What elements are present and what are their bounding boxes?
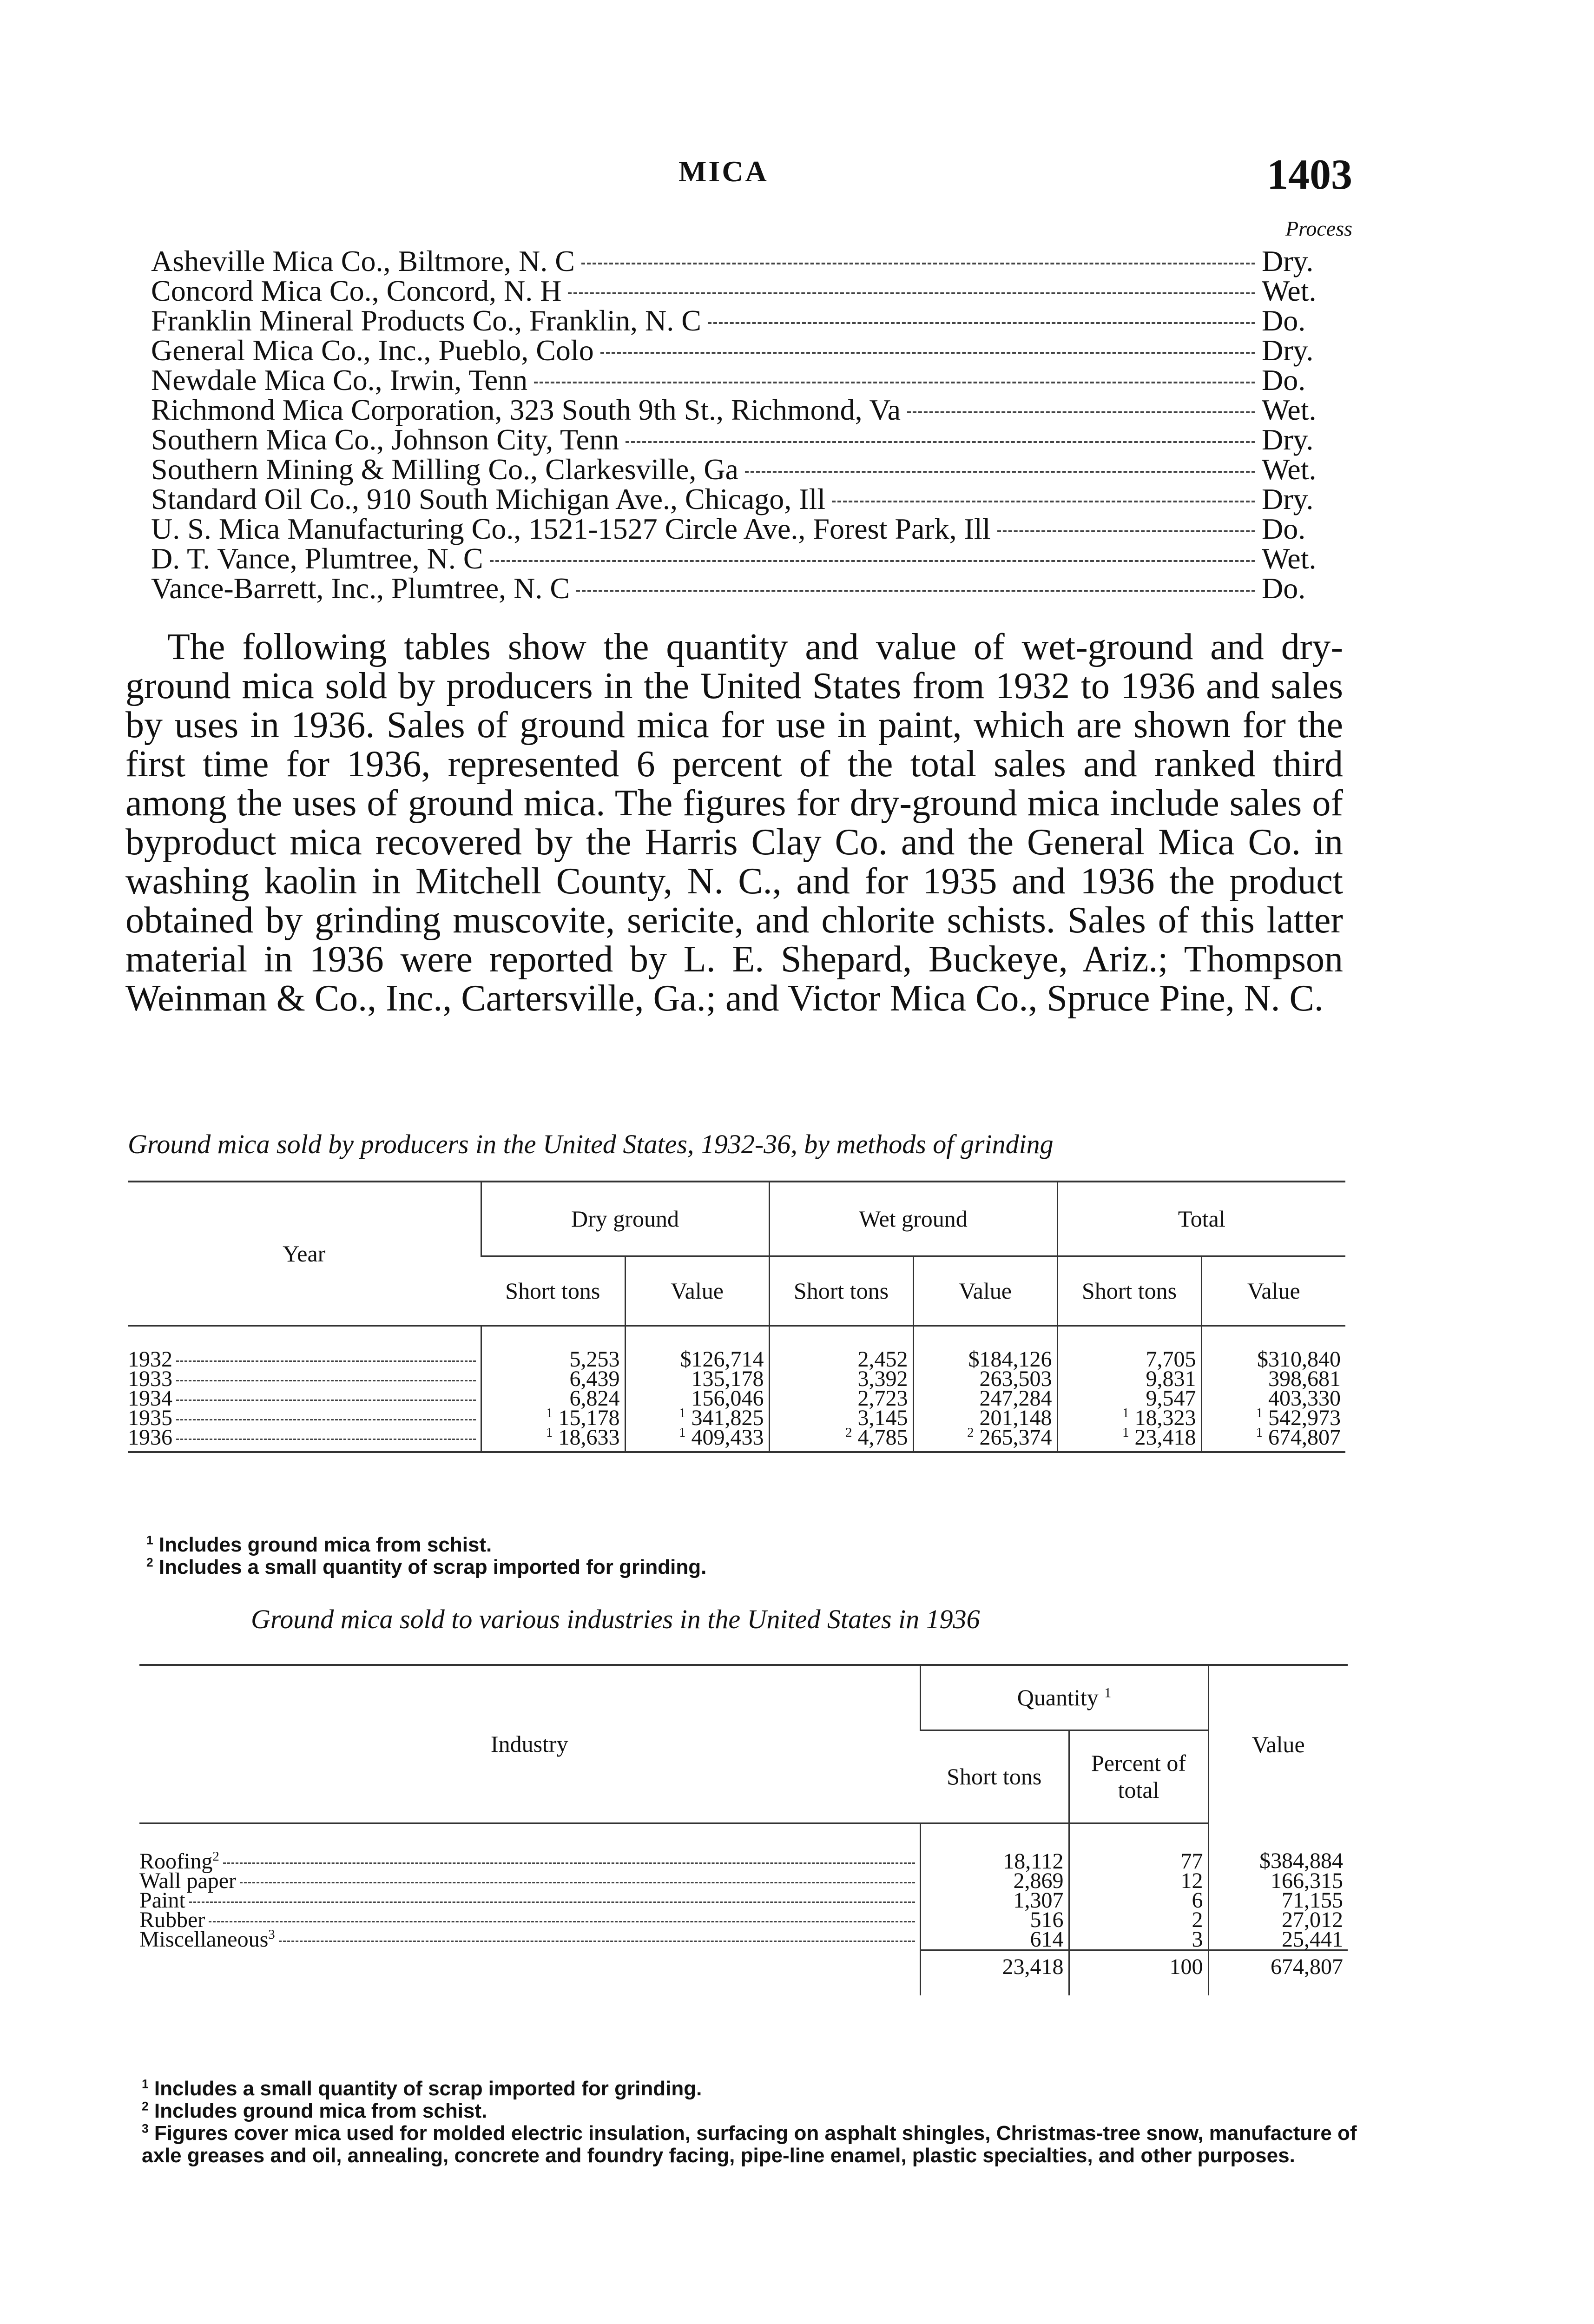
- footnote-text: Includes a small quantity of scrap imported for grinding.: [158, 1556, 707, 1578]
- list-item: [151, 425, 1341, 455]
- row-label: [139, 1927, 920, 1952]
- table-cell: 25,441: [1208, 1930, 1348, 1950]
- producer-process: Do.: [1262, 572, 1306, 605]
- producer-name: Vance-Barrett, Inc., Plumtree, N. C: [151, 572, 570, 605]
- producer-process: Dry.: [1262, 423, 1314, 456]
- list-item: [151, 336, 1341, 365]
- leader-dots: [534, 382, 1255, 383]
- cell-value: $126,714: [680, 1347, 764, 1372]
- table-cell: 23,418: [920, 1950, 1069, 1995]
- column-header-value: Value: [625, 1256, 769, 1326]
- page-number: 1403: [1267, 151, 1352, 198]
- leader-dots: [832, 501, 1255, 502]
- cell-value: $310,840: [1257, 1347, 1341, 1372]
- column-header-short-tons: Short tons: [769, 1256, 913, 1326]
- table-cell: 674,807: [1208, 1950, 1348, 1995]
- industry-name: Miscellaneous: [139, 1927, 269, 1952]
- producer-name: Southern Mica Co., Johnson City, Tenn: [151, 423, 619, 456]
- footnote: [146, 1534, 1308, 1556]
- footnote-mark: 1: [679, 1425, 686, 1440]
- row-label: [139, 1907, 920, 1932]
- row-label: [128, 1425, 481, 1452]
- row-label: [128, 1366, 481, 1391]
- footnote-mark: 1: [1122, 1425, 1129, 1440]
- leader-dots: [708, 322, 1255, 324]
- table-cell: 166,315: [1208, 1871, 1348, 1891]
- column-header-percent-of-total: Percent of total: [1069, 1730, 1208, 1823]
- table-row: [128, 1428, 1345, 1452]
- cell-value: 674,807: [1268, 1425, 1341, 1450]
- footnote-mark: 1: [1256, 1425, 1263, 1440]
- year-label: 1933: [128, 1366, 172, 1391]
- leader-dots: [209, 1921, 915, 1922]
- table-cell: 614: [920, 1930, 1069, 1950]
- column-header-wet-ground: Wet ground: [769, 1182, 1057, 1256]
- producer-name: Richmond Mica Corporation, 323 South 9th St., Richmond, Va: [151, 393, 901, 426]
- producer-name: Franklin Mineral Products Co., Franklin, N. C: [151, 304, 701, 337]
- cell-value: 542,973: [1268, 1405, 1341, 1430]
- list-item: [151, 484, 1341, 514]
- footnote: [142, 2100, 1364, 2122]
- industries-table: [139, 1664, 1348, 1995]
- list-item: [151, 455, 1341, 484]
- footnote-text: Includes ground mica from schist.: [158, 1533, 492, 1556]
- table-cell: [769, 1326, 913, 1372]
- cell-value: 398,681: [1268, 1366, 1341, 1391]
- table-cell: 100: [1069, 1950, 1208, 1995]
- body-paragraph: The following tables show the quantity and value of wet-ground and dry-ground mica sold by producers in the United States from 1932 to 1936 and sales by uses in 1936. Sales of ground mica for use in paint, which are shown for the first time for 1936, represented 6 percent of the total sales and ranked third among the uses of ground mica. The figures for dry-ground mica include sales of byproduct mica recovered by the Harris Clay Co. and the General Mica Co. in washing kaolin in Mitchell County, N. C., and for 1935 and 1936 the product obtained by grinding muscovite, sericite, and chlorite schists. Sales of this latter material in 1936 were reported by L. E. Shepard, Buckeye, Ariz.; Thompson Weinman & Co., Inc., Cartersville, Ga.; and Victor Mica Co., Spruce Pine, N. C.: [125, 627, 1343, 1019]
- list-item: [151, 514, 1341, 544]
- producer-name: Concord Mica Co., Concord, N. H: [151, 274, 562, 307]
- cell-value: 403,330: [1268, 1386, 1341, 1411]
- table-cell: 2,869: [920, 1871, 1069, 1891]
- column-header-short-tons: Short tons: [920, 1730, 1069, 1823]
- cell-value: 5,253: [569, 1347, 620, 1372]
- table-cell: [1057, 1425, 1201, 1452]
- cell-value: 135,178: [691, 1366, 764, 1391]
- industry-name: Paint: [139, 1888, 185, 1913]
- year-label: 1935: [128, 1405, 172, 1430]
- table-cell: 516: [920, 1910, 1069, 1930]
- table-cell: [769, 1425, 913, 1452]
- quantity-label: Quantity: [1017, 1684, 1099, 1711]
- table-cell: 3: [1069, 1930, 1208, 1950]
- row-label: [128, 1386, 481, 1411]
- column-header-industry: Industry: [139, 1665, 920, 1823]
- leader-dots: [176, 1419, 476, 1420]
- producer-name: D. T. Vance, Plumtree, N. C: [151, 542, 483, 575]
- table-cell: [625, 1326, 769, 1372]
- column-header-quantity: [920, 1665, 1208, 1730]
- cell-value: 2,723: [857, 1386, 908, 1411]
- footnote-mark: 3: [268, 1927, 275, 1942]
- leader-dots: [626, 441, 1255, 443]
- leader-dots: [176, 1380, 476, 1381]
- cell-value: 4,785: [857, 1425, 908, 1450]
- producer-process: Dry.: [1262, 244, 1314, 277]
- leader-dots: [223, 1862, 915, 1864]
- footnote-mark: 1: [546, 1425, 553, 1440]
- cell-value: 341,825: [691, 1405, 764, 1430]
- leader-dots: [568, 292, 1255, 294]
- producer-process: Wet.: [1262, 453, 1317, 486]
- footnote-mark: 2: [212, 1849, 219, 1864]
- leader-dots: [576, 590, 1255, 592]
- footnote-mark: 1: [146, 1533, 153, 1547]
- table-row: [139, 1871, 1348, 1891]
- table-cell: [1201, 1425, 1345, 1452]
- column-header-value: Value: [1201, 1256, 1345, 1326]
- table-row: [139, 1891, 1348, 1910]
- leader-dots: [907, 411, 1255, 413]
- leader-dots: [176, 1400, 476, 1401]
- table-row: [139, 1910, 1348, 1930]
- cell-value: 18,633: [558, 1425, 620, 1450]
- table-cell: 6: [1069, 1891, 1208, 1910]
- industry-name: Rubber: [139, 1907, 205, 1932]
- producer-process: Do.: [1262, 363, 1306, 396]
- column-header-total: Total: [1057, 1182, 1345, 1256]
- table-cell: 27,012: [1208, 1910, 1348, 1930]
- footnote-mark: 1: [1104, 1685, 1112, 1701]
- footnote-mark: 1: [1256, 1405, 1263, 1420]
- row-label: [128, 1405, 481, 1430]
- year-label: 1934: [128, 1386, 172, 1411]
- cell-value: 23,418: [1134, 1425, 1196, 1450]
- producer-process: Wet.: [1262, 542, 1317, 575]
- page-header: [130, 150, 1352, 205]
- leader-dots: [997, 530, 1255, 532]
- table-cell: [913, 1326, 1057, 1372]
- table-cell: 1,307: [920, 1891, 1069, 1910]
- producer-name: General Mica Co., Inc., Pueblo, Colo: [151, 334, 594, 367]
- table-cell: [1057, 1326, 1201, 1372]
- footnote-mark: 2: [967, 1425, 974, 1440]
- producer-name: Southern Mining & Milling Co., Clarkesville, Ga: [151, 453, 738, 486]
- cell-value: 156,046: [691, 1386, 764, 1411]
- industry-name: Wall paper: [139, 1868, 237, 1893]
- row-label: [139, 1823, 920, 1874]
- grinding-methods-table: [128, 1181, 1345, 1453]
- cell-value: 247,284: [979, 1386, 1052, 1411]
- footnote: [142, 2078, 1364, 2100]
- column-header-short-tons: Short tons: [481, 1256, 625, 1326]
- process-column-heading: Process: [1285, 217, 1352, 240]
- table-cell: [481, 1326, 625, 1372]
- cell-value: 7,705: [1146, 1347, 1196, 1372]
- footnote: [142, 2122, 1364, 2167]
- leader-dots: [176, 1360, 476, 1362]
- cell-value: 15,178: [558, 1405, 620, 1430]
- column-header-dry-ground: Dry ground: [481, 1182, 769, 1256]
- table-cell: 18,112: [920, 1823, 1069, 1871]
- list-item: [151, 365, 1341, 395]
- year-label: 1936: [128, 1425, 172, 1450]
- producer-process: Dry.: [1262, 482, 1314, 515]
- list-item: [151, 246, 1341, 276]
- producer-process: Wet.: [1262, 274, 1317, 307]
- leader-dots: [600, 352, 1255, 354]
- column-header-value: Value: [1208, 1665, 1348, 1823]
- table-cell: 2: [1069, 1910, 1208, 1930]
- cell-value: 201,148: [979, 1405, 1052, 1430]
- list-item: [151, 276, 1341, 306]
- producer-name: Standard Oil Co., 910 South Michigan Ave., Chicago, Ill: [151, 482, 826, 515]
- row-label: [139, 1950, 920, 1995]
- column-header-year: Year: [128, 1182, 481, 1326]
- cell-value: 265,374: [979, 1425, 1052, 1450]
- table-cell: [913, 1425, 1057, 1452]
- table-cell: 12: [1069, 1871, 1208, 1891]
- producer-process: Do.: [1262, 512, 1306, 545]
- leader-dots: [581, 263, 1255, 264]
- table-cell: 77: [1069, 1823, 1208, 1871]
- footnote-text: Figures cover mica used for molded electric insulation, surfacing on asphalt shingles, Christmas-tree snow, manufacture of axle greases and oil, annealing, concrete and foundry facing, pipe-line enamel, plastic specialties, and other purposes.: [142, 2122, 1357, 2167]
- table-cell: 71,155: [1208, 1891, 1348, 1910]
- footnote-mark: 1: [546, 1405, 553, 1420]
- producer-list: [151, 246, 1341, 603]
- footnote-text: Includes a small quantity of scrap imported for grinding.: [154, 2077, 702, 2100]
- industry-label: [139, 1927, 275, 1952]
- footnote-mark: 3: [142, 2121, 149, 2136]
- cell-value: 2,452: [857, 1347, 908, 1372]
- industry-label: [139, 1907, 205, 1932]
- table-cell: [1201, 1326, 1345, 1372]
- leader-dots: [189, 1901, 915, 1903]
- leader-dots: [490, 560, 1255, 562]
- list-item: [151, 574, 1341, 603]
- footnote: [146, 1556, 1308, 1578]
- leader-dots: [279, 1941, 915, 1942]
- producer-name: Asheville Mica Co., Biltmore, N. C: [151, 244, 575, 277]
- cell-value: 6,439: [569, 1366, 620, 1391]
- cell-value: 3,145: [857, 1405, 908, 1430]
- column-header-short-tons: Short tons: [1057, 1256, 1201, 1326]
- footnote-mark: 2: [142, 2099, 149, 2113]
- producer-process: Wet.: [1262, 393, 1317, 426]
- list-item: [151, 306, 1341, 336]
- producer-name: Newdale Mica Co., Irwin, Tenn: [151, 363, 528, 396]
- industry-name: Roofing: [139, 1849, 213, 1874]
- table-caption: Ground mica sold to various industries in the United States in 1936: [251, 1604, 980, 1634]
- table-caption: Ground mica sold by producers in the United States, 1932-36, by methods of grinding: [128, 1129, 1054, 1159]
- leader-dots: [240, 1882, 915, 1883]
- leader-dots: [176, 1439, 476, 1440]
- footnote-mark: 2: [146, 1555, 153, 1570]
- list-item: [151, 395, 1341, 425]
- cell-value: 18,323: [1134, 1405, 1196, 1430]
- footnote-mark: 2: [845, 1425, 852, 1440]
- footnote-mark: 1: [142, 2077, 149, 2091]
- producer-process: Do.: [1262, 304, 1306, 337]
- leader-dots: [745, 471, 1255, 473]
- cell-value: 263,503: [979, 1366, 1052, 1391]
- column-header-value: Value: [913, 1256, 1057, 1326]
- row-label: [139, 1888, 920, 1913]
- list-item: [151, 544, 1341, 574]
- row-label: [128, 1326, 481, 1372]
- table2-footnotes: [142, 2078, 1364, 2167]
- cell-value: 9,547: [1146, 1386, 1196, 1411]
- footnote-mark: 1: [1122, 1405, 1129, 1420]
- cell-value: 9,831: [1146, 1366, 1196, 1391]
- table-row: [139, 1930, 1348, 1950]
- cell-value: $184,126: [968, 1347, 1052, 1372]
- table-cell: $384,884: [1208, 1823, 1348, 1871]
- table1-footnotes: [146, 1534, 1308, 1578]
- table-cell: [625, 1425, 769, 1452]
- row-label: [139, 1868, 920, 1893]
- running-title: MICA: [678, 155, 769, 188]
- table-row: [139, 1823, 1348, 1871]
- table-cell: [481, 1425, 625, 1452]
- cell-value: 6,824: [569, 1386, 620, 1411]
- total-row: [139, 1950, 1348, 1995]
- cell-value: 3,392: [857, 1366, 908, 1391]
- producer-process: Dry.: [1262, 334, 1314, 367]
- producer-name: U. S. Mica Manufacturing Co., 1521-1527 Circle Ave., Forest Park, Ill: [151, 512, 991, 545]
- cell-value: 409,433: [691, 1425, 764, 1450]
- footnote-text: Includes ground mica from schist.: [154, 2100, 487, 2122]
- footnote-mark: 1: [679, 1405, 686, 1420]
- table-row: [128, 1326, 1345, 1369]
- year-label: 1932: [128, 1347, 172, 1372]
